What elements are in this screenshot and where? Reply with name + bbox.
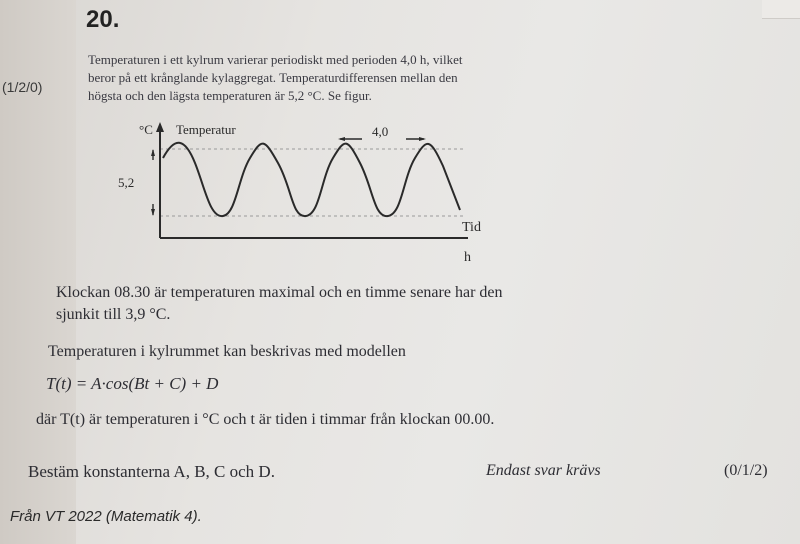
temperature-figure — [100, 118, 500, 268]
page-edge — [762, 0, 800, 19]
task-text: Bestäm konstanterna A, B, C och D. — [28, 462, 275, 481]
question-number: 20. — [86, 6, 120, 33]
answer-note: Endast svar krävs — [486, 462, 601, 479]
period-arrowhead-left — [338, 137, 345, 141]
paragraph-model-intro: Temperaturen i kylrummet kan beskrivas med modellen — [48, 343, 406, 360]
period-arrowhead-right — [419, 137, 426, 141]
x-axis-label: Tid — [462, 220, 481, 235]
intro-line: beror på ett krånglande kylaggregat. Temperaturdifferensen mellan den — [88, 70, 458, 85]
amplitude-arrowhead-bottom — [151, 209, 155, 216]
y-axis-label: Temperatur — [176, 122, 236, 137]
period-label: 4,0 — [372, 124, 389, 139]
y-axis-arrow — [156, 122, 164, 132]
points-left: (1/2/0) — [2, 79, 43, 95]
intro-text — [88, 51, 463, 105]
paragraph-line: Klockan 08.30 är temperaturen maximal och en timme senare har den — [56, 284, 503, 301]
amplitude-arrowhead-top — [151, 149, 155, 156]
source-caption: Från VT 2022 (Matematik 4). — [10, 508, 202, 525]
paragraph-line: sjunkit till 3,9 °C. — [56, 306, 171, 323]
paragraph-definitions: där T(t) är temperaturen i °C och t är tiden i timmar från klockan 00.00. — [36, 411, 495, 428]
temperature-curve — [163, 143, 460, 216]
model-formula: T(t) = A·cos(Bt + C) + D — [46, 374, 219, 393]
intro-line: högsta och den lägsta temperaturen är 5,2 °C. Se figur. — [88, 88, 372, 103]
paragraph-max-temperature — [56, 282, 503, 326]
points-right: (0/1/2) — [724, 462, 768, 479]
amplitude-label: 5,2 — [118, 175, 135, 190]
intro-line: Temperaturen i ett kylrum varierar periodiskt med perioden 4,0 h, vilket — [88, 52, 463, 67]
x-unit-label: h — [464, 250, 471, 265]
y-unit-label: °C — [139, 122, 153, 137]
